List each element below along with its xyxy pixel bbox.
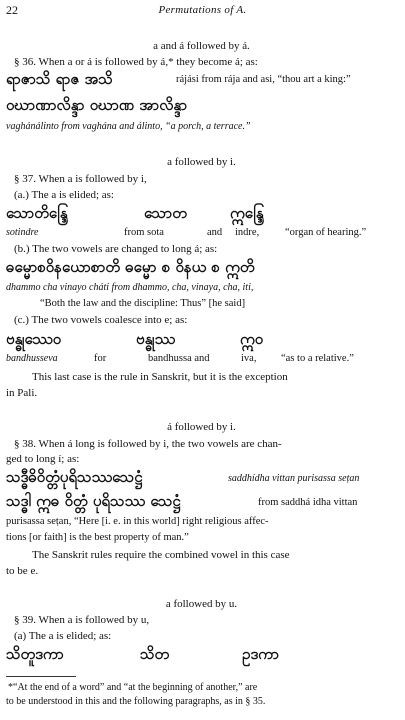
section-37-a-gloss-2: from sota bbox=[124, 227, 164, 238]
section-39-a-burmese-1: သိတူဒကာ bbox=[6, 645, 64, 663]
section-36-rule: § 36. When a or á is followed by á,* they become á; as: bbox=[14, 56, 258, 68]
section-38-example-2-gloss: from saddhá idha vittan bbox=[258, 497, 358, 508]
section-39-rule: § 39. When a is followed by u, bbox=[14, 614, 150, 626]
section-37-c-burmese-3: ဣဝ bbox=[240, 330, 264, 348]
section-36-example-1-burmese: ရာဇာသိ ရာဇ အသိ bbox=[6, 70, 113, 88]
section-39-a-burmese-2: သိတ bbox=[140, 645, 170, 663]
page-header bbox=[6, 4, 399, 18]
section-37-c-gloss-3: bandhussa and bbox=[148, 353, 210, 364]
section-38-rule-line-2: ged to long í; as: bbox=[6, 453, 80, 465]
section-37-note-line-1: This last case is the rule in Sanskrit, but it is the exception bbox=[32, 371, 288, 383]
section-37-a-gloss-1: sotindre bbox=[6, 227, 39, 238]
section-37-c-gloss-2: for bbox=[94, 353, 107, 364]
section-37-note-line-2: in Pali. bbox=[6, 387, 38, 399]
section-38-translation-line-1: purisassa seṭan, “Here [i. e. in this world] right religious affec- bbox=[6, 516, 269, 527]
section-39-a-burmese-3: ဥဒကာ bbox=[242, 645, 279, 663]
section-37-b-translation: “Both the law and the discipline: Thus” [he said] bbox=[40, 298, 246, 309]
section-39-a-label: (a) The a is elided; as: bbox=[14, 630, 112, 642]
section-36-example-2-gloss: vaghánálinto from vaghána and álinto, “a porch, a terrace.” bbox=[6, 121, 251, 132]
section-38-rule-line-1: § 38. When á long is followed by i, the two vowels are chan- bbox=[14, 438, 282, 450]
section-38-example-1-burmese: သဒ္ဓီဓိဝိတ္တံပုရိသဿသေဋ္ဌံ bbox=[6, 468, 143, 486]
section-37-a-label: (a.) The a is elided; as: bbox=[14, 189, 114, 201]
section-39-heading: a followed by u. bbox=[165, 598, 238, 610]
section-38-heading: á followed by i. bbox=[167, 421, 236, 433]
section-37-rule: § 37. When a is followed by i, bbox=[14, 173, 147, 185]
section-36-heading: a and á followed by á. bbox=[153, 40, 250, 52]
footnote-line-2: to be understood in this and the following paragraphs, as in § 35. bbox=[6, 696, 266, 707]
section-37-a-burmese-2: သောတ bbox=[144, 204, 187, 222]
section-37-c-gloss-4: iva, bbox=[241, 353, 257, 364]
section-38-note-line-2: to be e. bbox=[6, 565, 39, 577]
section-37-c-label: (c.) The two vowels coalesce into e; as: bbox=[14, 314, 188, 326]
section-36-example-2-burmese: ဝဃာဏာလိန္ဒာ ဝဃာဏ အာလိန္ဒာ bbox=[6, 96, 188, 114]
section-37-b-label: (b.) The two vowels are changed to long á; as: bbox=[14, 243, 218, 255]
section-37-b-burmese: ဓမ္မောစဝိနယောစာတိ ဓမ္မော စ ဝိနယ စ ဣတိ bbox=[6, 258, 255, 276]
section-37-a-burmese-3: ဣန္ဒြေ bbox=[230, 204, 264, 222]
section-38-example-1-gloss: saddhídha vittan purisassa seṭan bbox=[228, 473, 360, 484]
section-37-c-burmese-2: ဗန္ဓုဿ bbox=[136, 330, 176, 348]
section-37-a-gloss-3: and bbox=[207, 227, 223, 238]
page-number: 22 bbox=[6, 3, 18, 17]
section-37-a-burmese-1: သောတိန္ဒြေ bbox=[6, 204, 68, 222]
section-37-c-gloss-5: “as to a relative.” bbox=[281, 353, 354, 364]
section-38-example-2-burmese: သဒ္ဓါ ဣဓ ဝိတ္တံ ပုရိသဿ သေဋ္ဌံ bbox=[6, 492, 181, 510]
running-title: Permutations of A. bbox=[158, 4, 247, 16]
section-37-b-gloss: dhammo cha vinayo cháti from dhammo, cha, vinaya, cha, iti, bbox=[6, 282, 254, 293]
section-37-c-gloss-1: bandhusseva bbox=[6, 353, 58, 364]
section-38-note-line-1: The Sanskrit rules require the combined vowel in this case bbox=[32, 549, 290, 561]
section-37-a-gloss-5: “organ of hearing.” bbox=[285, 227, 367, 238]
section-37-heading: a followed by i. bbox=[167, 156, 236, 168]
footnote-line-1: *“At the end of a word” and “at the beginning of another,” are bbox=[8, 682, 258, 693]
section-37-c-burmese-1: ဗန္ဓုဿေဝ bbox=[6, 330, 62, 348]
section-38-translation-line-2: tions [or faith] is the best property of man.” bbox=[6, 532, 189, 543]
footnote-rule bbox=[6, 676, 76, 677]
section-36-example-1-gloss: rájási from rája and asi, “thou art a king:” bbox=[176, 74, 351, 85]
section-37-a-gloss-4: indre, bbox=[235, 227, 260, 238]
